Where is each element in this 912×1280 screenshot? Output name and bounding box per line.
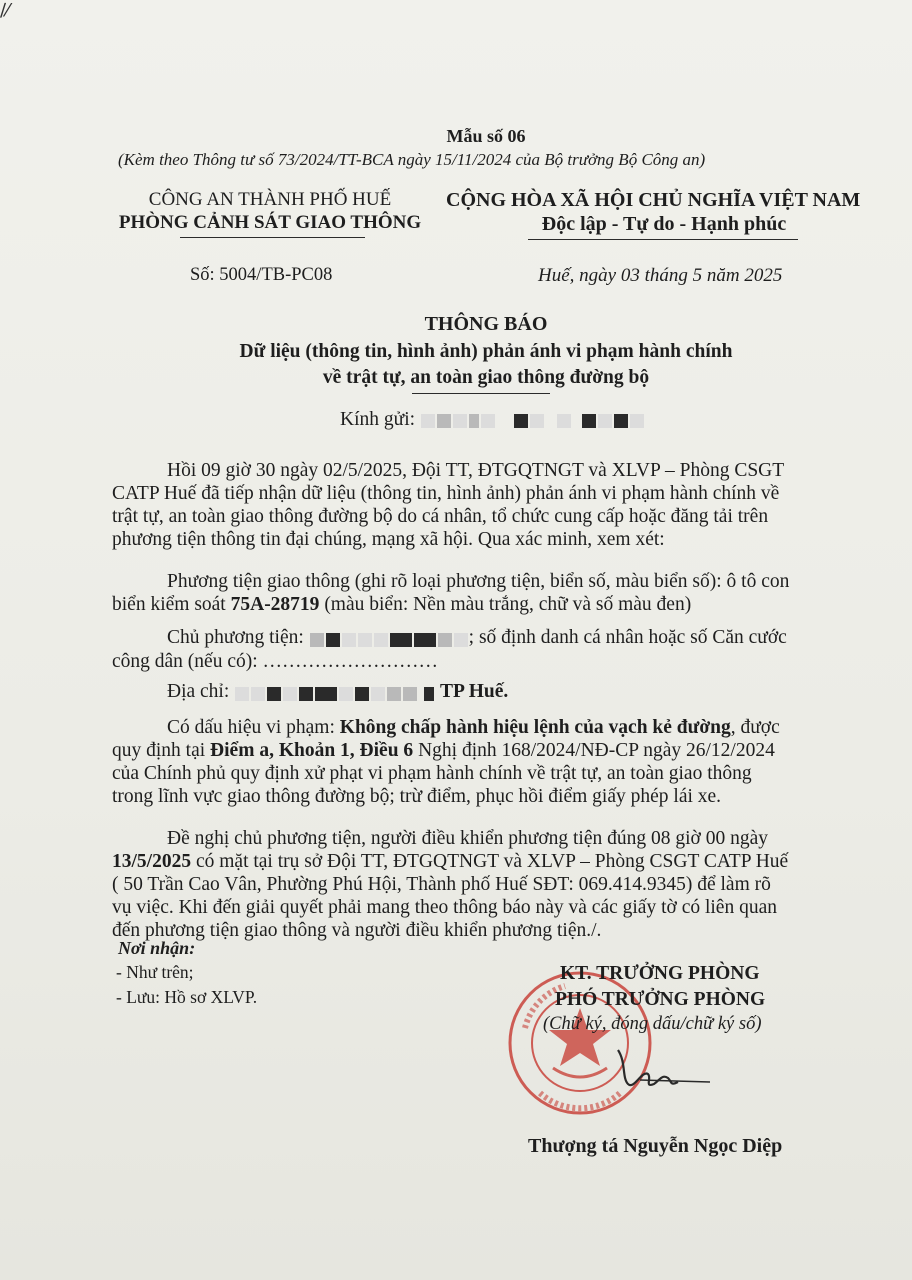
recipient-label: Kính gửi: <box>340 409 416 430</box>
page-corner-mark: ∕⁄ <box>0 0 10 21</box>
legal-basis-decree: Nghị định 168/2024/NĐ-CP ngày 26/12/2024 <box>413 740 775 761</box>
violation-line-1 <box>112 716 872 739</box>
address-label: Địa chỉ: <box>167 681 235 702</box>
owner-line-1 <box>112 626 872 650</box>
intro-line-2: CATP Huế đã tiếp nhận dữ liệu (thông tin, hình ảnh) phản ánh vi phạm hành chính về <box>112 483 780 504</box>
handwritten-signature <box>600 1040 720 1095</box>
paragraph-owner <box>112 626 872 673</box>
paragraph-intro <box>112 459 872 551</box>
signature-title-1: KT. TRƯỞNG PHÒNG <box>560 963 760 984</box>
intro-line-4: phương tiện thông tin đại chúng, mạng xã hội. Qua xác minh, xem xét: <box>112 529 665 550</box>
org-parent: CÔNG AN THÀNH PHỐ HUẾ <box>148 189 392 210</box>
violation-continuation: , được <box>730 717 780 738</box>
violation-line-3: của Chính phủ quy định xử phạt vi phạm hành chính về trật tự, an toàn giao thông <box>112 763 752 784</box>
legal-basis-article: Điểm a, Khoản 1, Điều 6 <box>210 740 414 761</box>
place-date: Huế, ngày 03 tháng 5 năm 2025 <box>538 265 783 286</box>
nation-name: CỘNG HÒA XÃ HỘI CHỦ NGHĨA VIỆT NAM <box>446 189 861 211</box>
plate-number: 75A-28719 <box>230 594 320 615</box>
motto: Độc lập - Tự do - Hạnh phúc <box>541 213 787 235</box>
org-underline <box>180 237 365 238</box>
owner-id-label: ; số định danh cá nhân hoặc số Căn cước <box>468 627 787 648</box>
paragraph-request <box>112 827 872 942</box>
intro-line-1: Hồi 09 giờ 30 ngày 02/5/2025, Đội TT, ĐTGQTNGT và XLVP – Phòng CSGT <box>167 460 785 481</box>
redacted-recipient <box>420 410 645 432</box>
request-line-2 <box>112 850 872 873</box>
subtitle-line-2: về trật tự, an toàn giao thông đường bộ <box>322 367 650 388</box>
motto-underline <box>528 239 798 240</box>
recipients-item-1: - Như trên; <box>116 962 194 982</box>
signature-note: (Chữ ký, đóng dấu/chữ ký số) <box>543 1014 762 1034</box>
address-city: TP Huế. <box>440 681 509 702</box>
redacted-address <box>234 681 435 704</box>
document-title: THÔNG BÁO <box>424 313 548 335</box>
intro-line-3: trật tự, an toàn giao thông đường bộ do cá nhân, tổ chức cung cấp hoặc đăng tải trên <box>112 506 769 527</box>
recipients-label: Nơi nhận: <box>118 938 196 958</box>
recipients-item-2: - Lưu: Hồ sơ XLVP. <box>116 987 258 1007</box>
plate-color: (màu biển: Nền màu trắng, chữ và số màu đen) <box>319 594 692 615</box>
signer-name: Thượng tá Nguyễn Ngọc Diệp <box>528 1135 783 1157</box>
violation-label: Có dấu hiệu vi phạm: <box>167 717 340 738</box>
violation-line-2 <box>112 739 872 762</box>
subtitle-line-1: Dữ liệu (thông tin, hình ảnh) phản ánh vi phạm hành chính <box>239 341 733 362</box>
request-line-4: vụ việc. Khi đến giải quyết phải mang theo thông báo này và các giấy tờ có liên quan <box>112 897 777 918</box>
owner-label: Chủ phương tiện: <box>167 627 309 648</box>
form-number: Mẫu số 06 <box>446 126 526 146</box>
document-number: Số: 5004/TB-PC08 <box>190 265 333 285</box>
violation-line-4: trong lĩnh vực giao thông đường bộ; trừ điểm, phục hồi điểm giấy phép lái xe. <box>112 786 722 807</box>
request-line-1: Đề nghị chủ phương tiện, người điều khiển phương tiện đúng 08 giờ 00 ngày <box>167 828 769 849</box>
legal-basis-prefix: quy định tại <box>112 740 211 761</box>
paragraph-vehicle <box>112 570 872 616</box>
request-location: có mặt tại trụ sở Đội TT, ĐTGQTNGT và XLVP – Phòng CSGT CATP Huế <box>191 851 789 872</box>
vehicle-line-2 <box>112 593 872 616</box>
request-line-3: ( 50 Trần Cao Vân, Phường Phú Hội, Thành phố Huế SĐT: 069.414.9345) để làm rõ <box>112 874 771 895</box>
request-line-5: đến phương tiện giao thông và người điều khiển phương tiện./. <box>112 920 602 941</box>
org-department: PHÒNG CẢNH SÁT GIAO THÔNG <box>118 212 422 233</box>
vehicle-line-1: Phương tiện giao thông (ghi rõ loại phương tiện, biển số, màu biển số): ô tô con <box>167 571 790 592</box>
owner-line-2: công dân (nếu có): ……………………… <box>112 651 439 673</box>
redacted-owner <box>309 627 469 650</box>
appointment-date: 13/5/2025 <box>112 851 192 872</box>
paragraph-violation <box>112 716 872 808</box>
address-line <box>112 680 872 704</box>
paragraph-address <box>112 680 872 704</box>
signature-title-2: PHÓ TRƯỞNG PHÒNG <box>555 989 766 1010</box>
violation-description: Không chấp hành hiệu lệnh của vạch kẻ đường <box>339 717 731 738</box>
form-reference: (Kèm theo Thông tư số 73/2024/TT-BCA ngày 15/11/2024 của Bộ trưởng Bộ Công an) <box>118 150 706 169</box>
title-underline <box>412 393 550 394</box>
recipient-line <box>340 409 645 432</box>
plate-label: biển kiểm soát <box>112 594 231 615</box>
